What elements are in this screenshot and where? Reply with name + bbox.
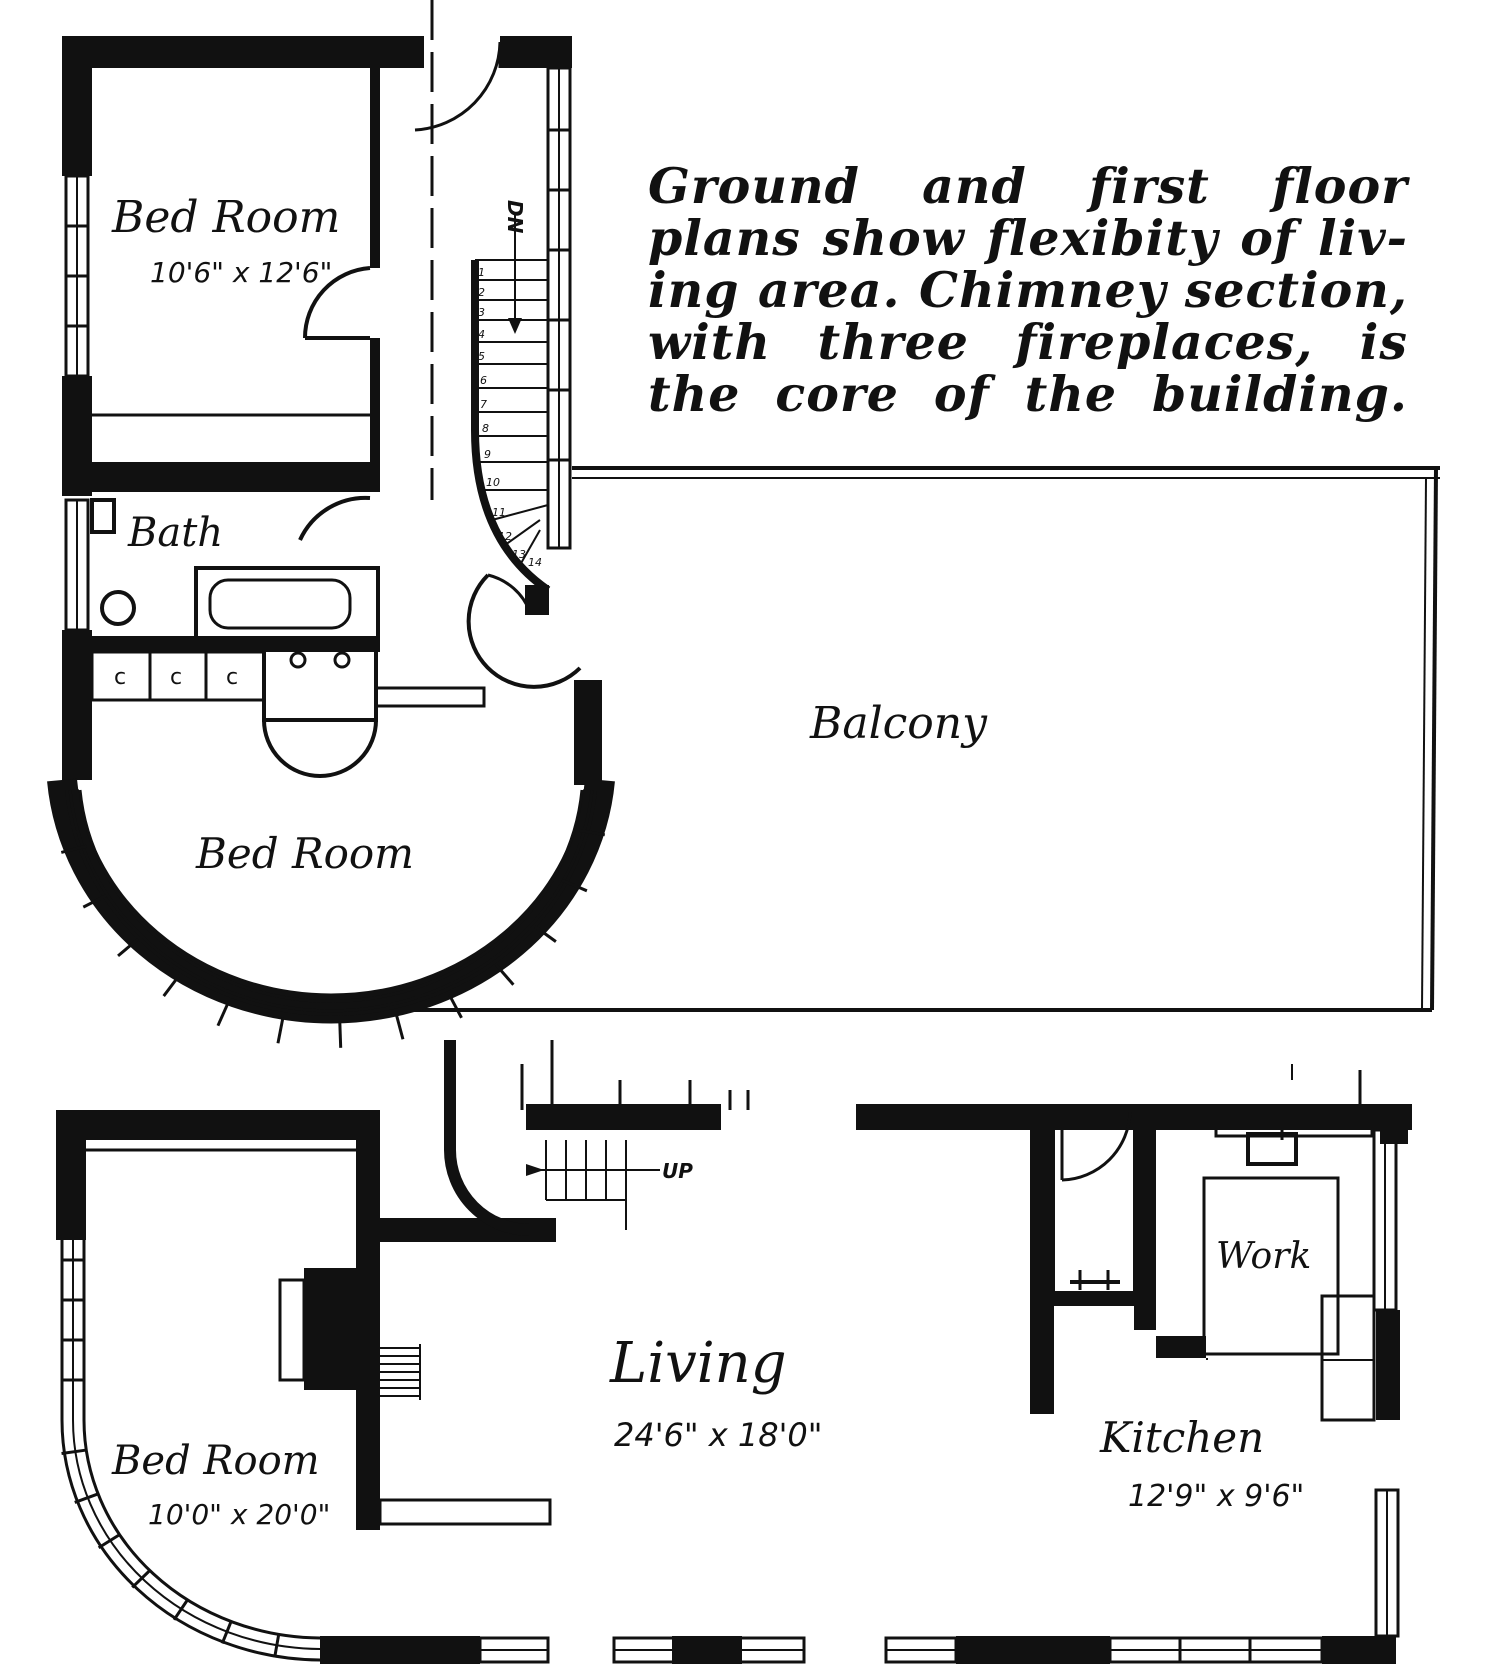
wall: [1322, 1636, 1396, 1664]
wall: [62, 462, 380, 492]
wall: [370, 338, 380, 468]
stair-step-number: 12: [498, 530, 512, 543]
window: [66, 176, 88, 376]
stair-step-number: 8: [482, 422, 489, 435]
wall: [1376, 1310, 1400, 1420]
closet-marks: [114, 665, 238, 690]
wall: [956, 1636, 1110, 1664]
mullion: [164, 975, 180, 996]
closet-mark: c: [114, 665, 127, 690]
stair-step-number: 10: [486, 476, 500, 489]
caption-line: plans show flexibity of liv-: [648, 209, 1408, 267]
stair-step-number: 4: [478, 328, 485, 341]
caption-line: the core of the building.: [648, 365, 1408, 423]
wall: [574, 680, 602, 785]
stair-step-number: 1: [478, 266, 485, 279]
wall: [62, 630, 92, 780]
caption: [648, 157, 1408, 423]
ground-bedroom-dims: 10'0" x 20'0": [148, 1498, 331, 1531]
wall: [526, 1104, 721, 1130]
door-swing: [415, 42, 500, 130]
stair-step-number: 3: [478, 306, 485, 319]
bath-label: Bath: [128, 510, 224, 556]
stair-direction-label: DN: [503, 200, 527, 234]
wall: [1380, 1104, 1408, 1144]
window: [480, 1636, 1322, 1664]
mullion: [218, 1002, 229, 1026]
mullion: [449, 995, 461, 1018]
stair-step-numbers: [478, 266, 542, 569]
window: [548, 68, 570, 548]
closet-mark: c: [226, 665, 239, 690]
stair-step-number: 5: [478, 350, 485, 363]
caption-line: with three fireplaces, is: [648, 313, 1408, 371]
closet-mark: c: [170, 665, 183, 690]
bedroom-top-dims: 10'6" x 12'6": [150, 256, 333, 289]
wall: [62, 36, 424, 68]
stair-step-number: 6: [480, 374, 487, 387]
stair-step-number: 14: [528, 556, 542, 569]
caption-line: ing area. Chimney section,: [648, 261, 1408, 319]
tick-marks: [522, 1040, 1360, 1110]
wall: [1134, 1120, 1156, 1330]
stair-step-number: 13: [512, 548, 526, 561]
bedroom-round-label: Bed Room: [196, 829, 414, 878]
wall: [1206, 1358, 1208, 1360]
mullion: [340, 1022, 341, 1048]
caption-line: Ground and first floor: [648, 157, 1408, 215]
window: [66, 500, 88, 630]
stair-step-number: 7: [480, 398, 487, 411]
stair-up: [526, 1140, 693, 1230]
stair-step-number: 9: [484, 448, 491, 461]
curved-wall: [62, 780, 600, 1011]
mullion: [396, 1014, 403, 1039]
living-label: Living: [610, 1331, 787, 1396]
wall: [320, 1636, 480, 1664]
kitchen-label: Kitchen: [1100, 1413, 1265, 1462]
wall: [500, 36, 572, 68]
wall: [1156, 1336, 1206, 1358]
wall: [62, 36, 92, 176]
bath-fixtures: [62, 498, 484, 776]
wall: [1054, 1292, 1134, 1306]
wall: [1030, 1104, 1054, 1414]
ground-bedroom-label: Bed Room: [112, 1438, 320, 1484]
work-label: Work: [1216, 1236, 1312, 1277]
hearth: [380, 1344, 420, 1400]
wall: [370, 68, 380, 268]
kitchen-dims: 12'9" x 9'6": [1128, 1479, 1305, 1514]
stair-step-number: 2: [478, 286, 485, 299]
stair-direction-label: UP: [662, 1159, 693, 1183]
mullion: [174, 1600, 187, 1620]
living-dims: 24'6" x 18'0": [614, 1416, 823, 1454]
wall: [56, 1110, 380, 1140]
mullion: [278, 1018, 283, 1044]
mullion: [132, 1571, 149, 1588]
balcony-label: Balcony: [810, 698, 987, 749]
door-swing: [469, 575, 580, 687]
bedroom-top-label: Bed Room: [112, 192, 341, 243]
stair-step-number: 11: [492, 506, 506, 519]
mullion: [275, 1634, 279, 1658]
wall: [56, 1110, 86, 1240]
curved-wall: [450, 1040, 530, 1230]
